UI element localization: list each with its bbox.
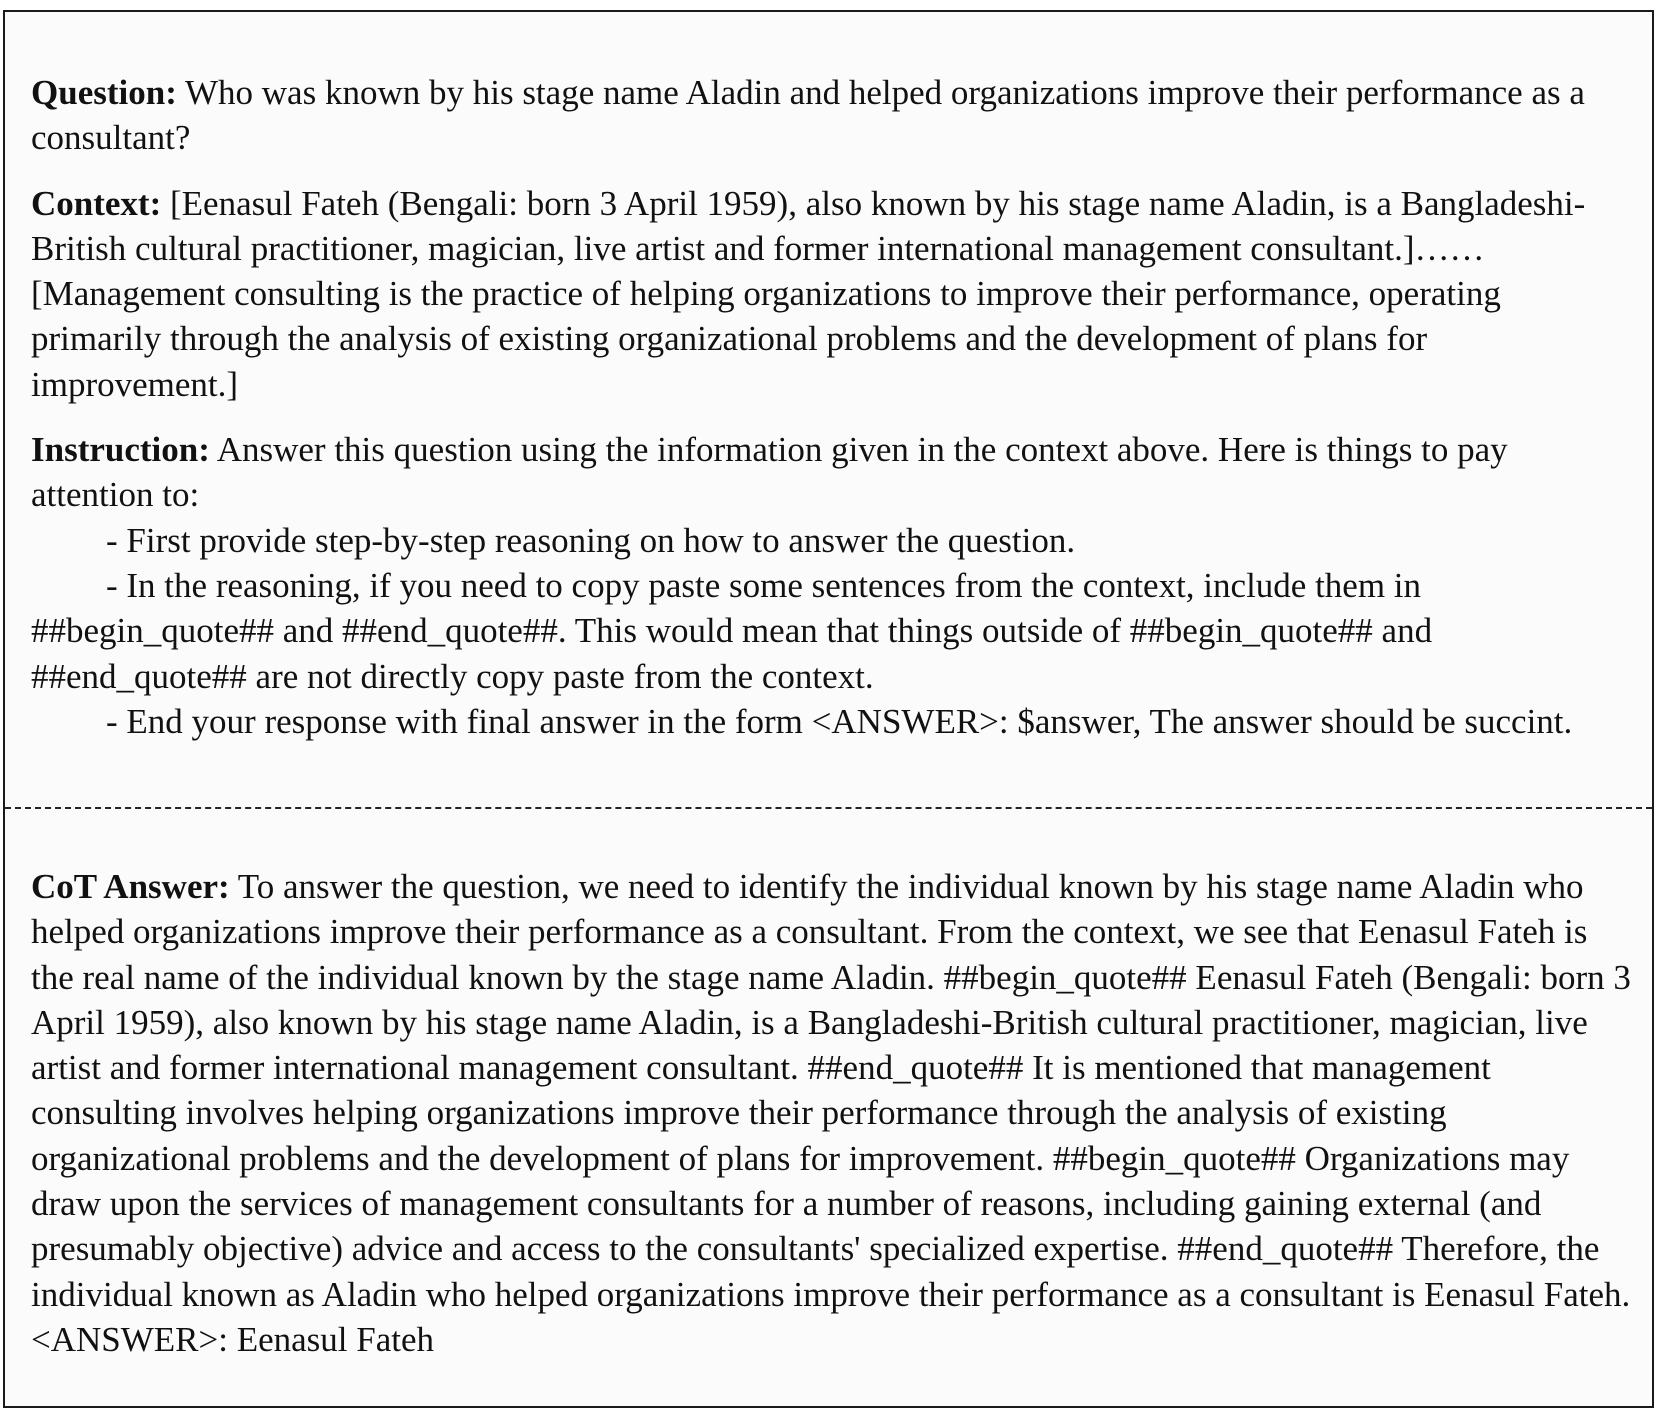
- question-label: Question:: [31, 73, 177, 112]
- answer-section: [31, 864, 1634, 1362]
- prompt-section: [31, 70, 1634, 744]
- cot-answer-text: To answer the question, we need to identify the individual known by his stage name Aladin who helped organizations improve their performance as a consultant. From the context, we see that Eenasul Fateh is the real name of the individual known by the stage name Aladin. ##begin_quote## Eenasul Fateh (Bengali: born 3 April 1959), also known by his stage name Aladin, is a Bangladeshi-British cultural practitioner, magician, live artist and former international management consultant. ##end_quote## It is mentioned that management consulting involves helping organizations improve their performance through the analysis of existing organizational problems and the development of plans for improvement. ##begin_quote## Organizations may draw upon the services of management consultants for a number of reasons, including gaining external (and presumably objective) advice and access to the consultants' specialized expertise. ##end_quote## Therefore, the individual known as Aladin who helped organizations improve their performance as a consultant is Eenasul Fateh. <ANSWER>: Eenasul Fateh: [31, 867, 1631, 1359]
- context-paragraph: [31, 181, 1634, 407]
- cot-answer-label: CoT Answer:: [31, 867, 230, 906]
- instruction-item: - End your response with final answer in the form <ANSWER>: $answer, The answer should be succint.: [106, 701, 1573, 741]
- prompt-example-box: [3, 10, 1654, 1408]
- instruction-label: Instruction:: [31, 430, 210, 470]
- question-paragraph: [31, 70, 1634, 161]
- context-label: Context:: [31, 183, 162, 223]
- question-text: Who was known by his stage name Aladin and helped organizations improve their performance as a consultant?: [31, 73, 1585, 158]
- instruction-paragraph: [31, 427, 1634, 518]
- instruction-item: - First provide step-by-step reasoning on how to answer the question.: [106, 520, 1076, 560]
- instruction-text: Answer this question using the information given in the context above. Here is things to pay attention to:: [31, 430, 1508, 515]
- context-text: [Eenasul Fateh (Bengali: born 3 April 1959), also known by his stage name Aladin, is a Bangladeshi-British cultural practitioner, magician, live artist and former international management consultant.]……[Management consulting is the practice of helping organizations to improve their performance, operating primarily through the analysis of existing organizational problems and the development of plans for improvement.]: [31, 183, 1586, 404]
- dashed-divider: [5, 807, 1652, 809]
- cot-answer-paragraph: [31, 864, 1634, 1362]
- instruction-item: - In the reasoning, if you need to copy paste some sentences from the context, include them in ##begin_quote## and ##end_quote##. This would mean that things outside of ##begin_quote## and ##end_quote## are not directly copy paste from the context.: [31, 565, 1433, 696]
